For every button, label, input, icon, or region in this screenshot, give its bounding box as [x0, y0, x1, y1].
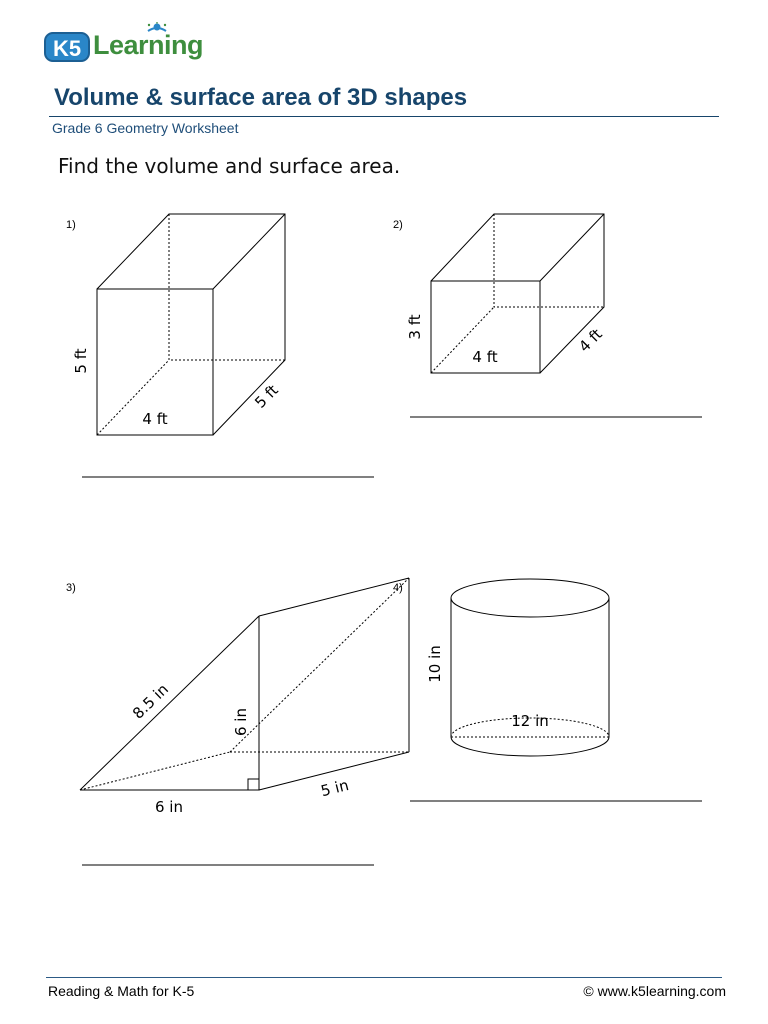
prism-3-hypotenuse-edge: [80, 616, 259, 790]
worksheet-title: Volume & surface area of 3D shapes: [54, 84, 468, 111]
instructions: Find the volume and surface area.: [58, 154, 401, 178]
prism-3-hypotenuse-label: 8.5 in: [129, 680, 172, 723]
prism-2-width-label: 4 ft: [472, 348, 498, 366]
prism-2-top-edge: [540, 214, 604, 281]
prism-2-back-edges: [431, 214, 604, 373]
prism-3-hidden-base-edge: [80, 752, 230, 790]
cylinder-diameter-label: 12 in: [511, 712, 549, 730]
prism-1-height-label: 5 ft: [72, 348, 90, 374]
problem-3-number: 3): [66, 582, 76, 594]
logo-badge: K5: [44, 32, 90, 62]
problem-2-number: 2): [393, 219, 403, 231]
footer-divider: [46, 977, 722, 978]
prism-1-top-edge: [213, 214, 285, 289]
cylinder-height-label: 10 in: [426, 645, 444, 683]
cylinder-bottom-front-arc: [451, 737, 609, 756]
footer-tagline: Reading & Math for K-5: [48, 983, 195, 999]
prism-3-top-edge: [259, 578, 409, 616]
footer-website: © www.k5learning.com: [583, 983, 726, 999]
prism-2-height-label: 3 ft: [406, 314, 424, 340]
problem-4: [393, 579, 702, 801]
prism-3-hidden-hypotenuse: [230, 578, 409, 752]
problem-1-number: 1): [66, 219, 76, 231]
cylinder-top-ellipse: [451, 579, 609, 617]
prism-3-length-label: 5 in: [319, 776, 351, 801]
problem-3: [66, 578, 409, 865]
problem-2: [393, 214, 702, 417]
right-angle-marker: [248, 779, 259, 790]
prism-1-hidden-edges: [169, 214, 285, 360]
problem-4-number: 4): [393, 582, 403, 594]
prism-3-base-label: 6 in: [155, 798, 183, 816]
logo-word: Learning: [93, 30, 204, 60]
prism-1-depth-label: 5 ft: [251, 381, 282, 412]
problem-1: [66, 214, 374, 477]
prism-1-width-label: 4 ft: [142, 410, 168, 428]
prism-2-hidden-edges: [494, 214, 604, 307]
prism-3-height-label: 6 in: [232, 708, 250, 736]
worksheet-subtitle: Grade 6 Geometry Worksheet: [52, 120, 239, 136]
prism-2-depth-label: 4 ft: [575, 325, 606, 356]
